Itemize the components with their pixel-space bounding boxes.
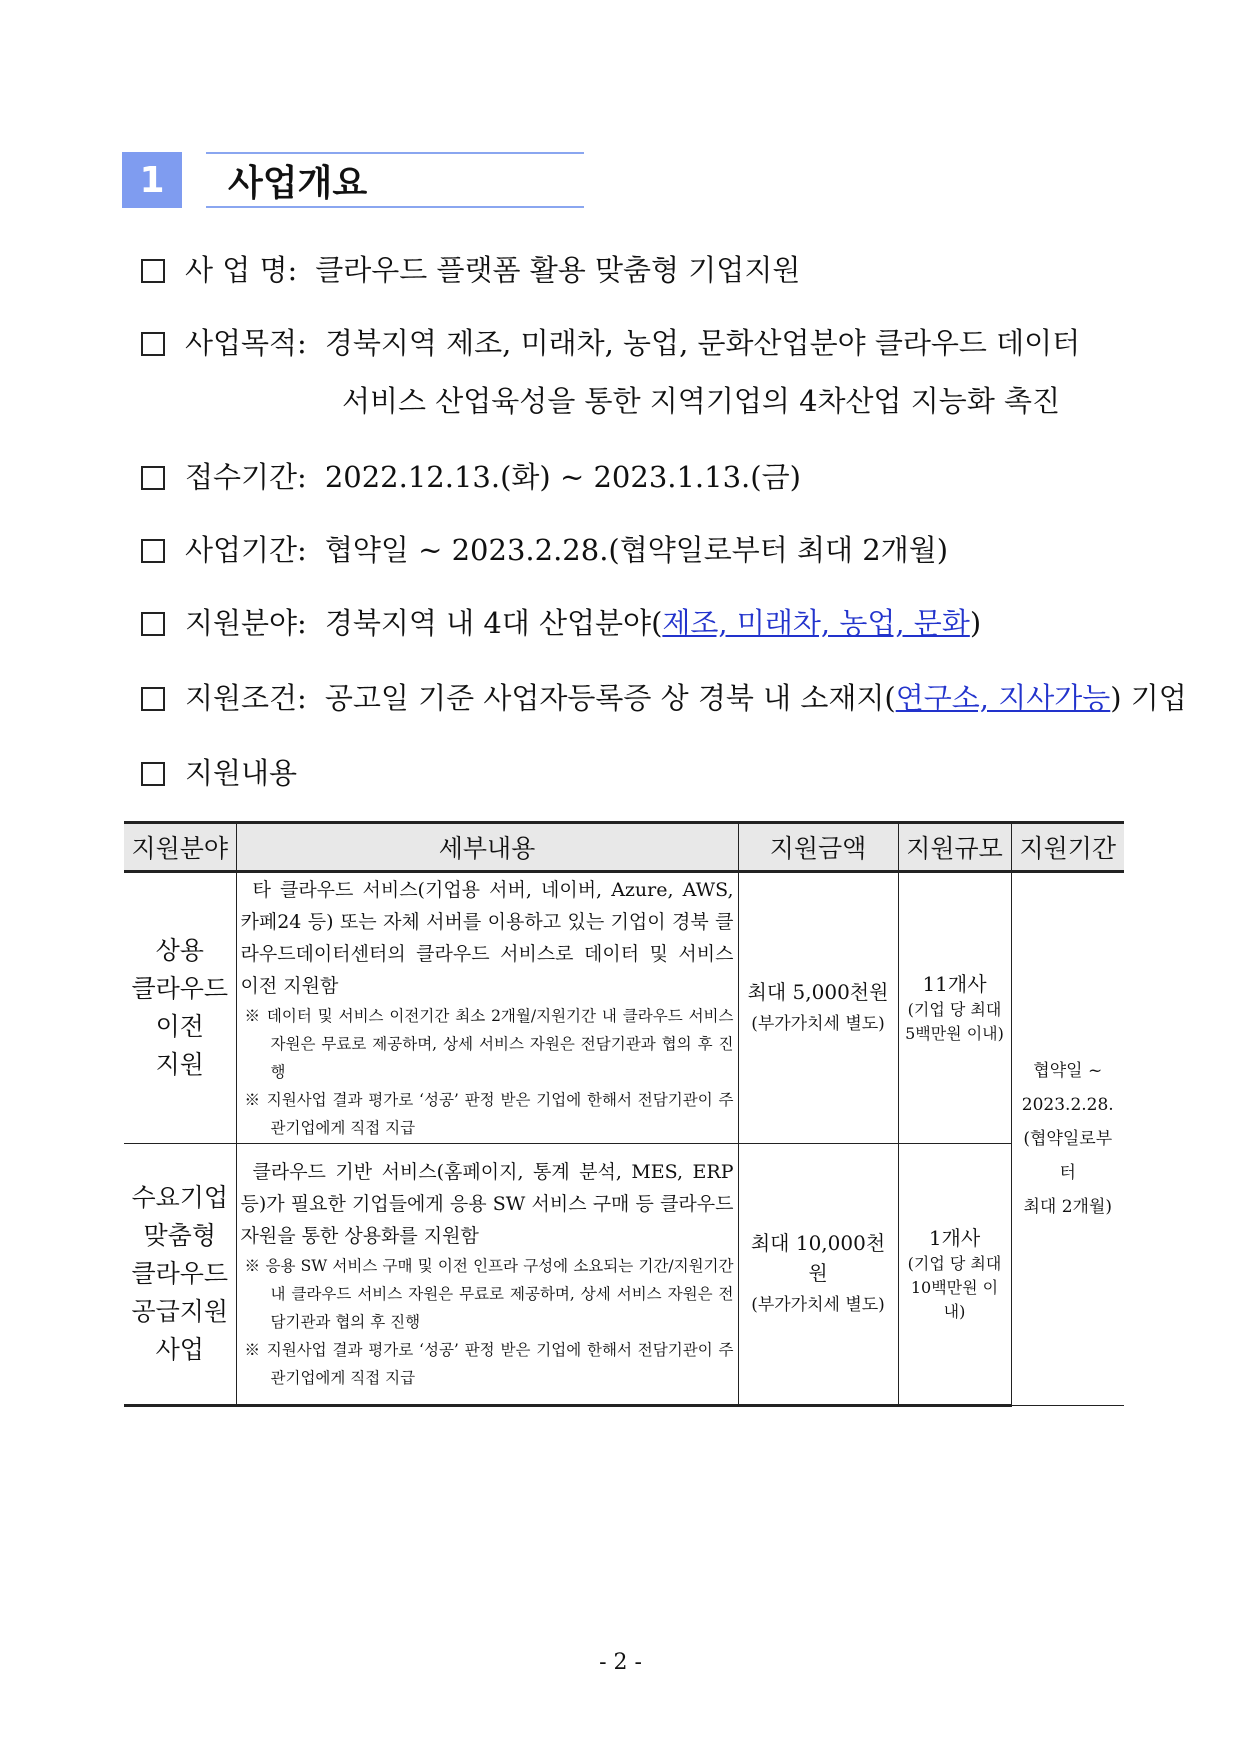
header-scale: 지원규모 <box>898 823 1011 872</box>
checkbox-icon <box>141 466 165 490</box>
checkbox-icon <box>141 539 165 563</box>
table-row <box>124 872 1124 1144</box>
checkbox-icon <box>141 762 165 786</box>
item-business-period: 사업기간: 협약일 ~ 2023.2.28.(협약일로부터 최대 2개월) <box>141 530 948 570</box>
item-support-field: 지원분야: 경북지역 내 4대 산업분야(제조, 미래차, 농업, 문화) <box>141 603 981 643</box>
table-header-row <box>124 823 1124 872</box>
item-business-purpose-cont: 서비스 산업육성을 통한 지역기업의 4차산업 지능화 촉진 <box>342 384 1061 418</box>
row-scale: 11개사 (기업 당 최대 5백만원 이내) <box>898 872 1011 1144</box>
support-condition-highlight: 연구소, 지사가능 <box>895 681 1111 715</box>
row-period: 협약일 ~ 2023.2.28. (협약일로부터 최대 2개월) <box>1011 872 1124 1406</box>
checkbox-icon <box>141 687 165 711</box>
row-scale: 1개사 (기업 당 최대 10백만원 이내) <box>898 1144 1011 1406</box>
row-description: 타 클라우드 서비스(기업용 서버, 네이버, Azure, AWS, 카페24 등) 또는 자체 서버를 이용하고 있는 기업이 경북 클라우드데이터센터의 클라우드 서비스로 데이터 및 서비스 이전 지원함 ※ 데이터 및 서비스 이전기간 최소 2개월/지원기간 내 클라우드 서비스 자원은 무료로 제공하며, 상세 서비스 자원은 전담기관과 협의 후 진행 ※ 지원사업 결과 평가로 ‘성공’ 판정 받은 기업에 한해서 전담기관이 주관기업에게 직접 지급 <box>236 872 738 1144</box>
row-amount: 최대 10,000천원 (부가가치세 별도) <box>738 1144 898 1406</box>
support-table <box>124 821 1124 1407</box>
item-support-content: 지원내용 <box>141 753 297 793</box>
row-amount: 최대 5,000천원 (부가가치세 별도) <box>738 872 898 1144</box>
item-support-condition: 지원조건: 공고일 기준 사업자등록증 상 경북 내 소재지(연구소, 지사가능) 기업 <box>141 678 1187 718</box>
item-application-period: 접수기간: 2022.12.13.(화) ~ 2023.1.13.(금) <box>141 457 801 497</box>
row-category: 수요기업 맞춤형 클라우드 공급지원 사업 <box>124 1144 236 1406</box>
checkbox-icon <box>141 332 165 356</box>
row-description: 클라우드 기반 서비스(홈페이지, 통계 분석, MES, ERP 등)가 필요한 기업들에게 응용 SW 서비스 구매 등 클라우드 자원을 통한 상용화를 지원함 ※ 응용 SW 서비스 구매 및 이전 인프라 구성에 소요되는 기간/지원기간 내 클라우드 서비스 자원은 무료로 제공하며, 상세 서비스 자원은 전담기관과 협의 후 진행 ※ 지원사업 결과 평가로 ‘성공’ 판정 받은 기업에 한해서 전담기관이 주관기업에게 직접 지급 <box>236 1144 738 1406</box>
support-field-highlight: 제조, 미래차, 농업, 문화 <box>662 606 970 640</box>
page-number: - 2 - <box>599 1650 642 1675</box>
header-period: 지원기간 <box>1011 823 1124 872</box>
header-field: 지원분야 <box>124 823 236 872</box>
item-business-purpose: 사업목적: 경북지역 제조, 미래차, 농업, 문화산업분야 클라우드 데이터 <box>141 323 1080 363</box>
item-business-name: 사 업 명: 클라우드 플랫폼 활용 맞춤형 기업지원 <box>141 250 800 290</box>
checkbox-icon <box>141 259 165 283</box>
section-title: 사업개요 <box>206 152 584 208</box>
row-category: 상용 클라우드 이전 지원 <box>124 872 236 1144</box>
table-row <box>124 1144 1124 1406</box>
checkbox-icon <box>141 612 165 636</box>
header-detail: 세부내용 <box>236 823 738 872</box>
header-amount: 지원금액 <box>738 823 898 872</box>
section-number: 1 <box>122 152 182 208</box>
